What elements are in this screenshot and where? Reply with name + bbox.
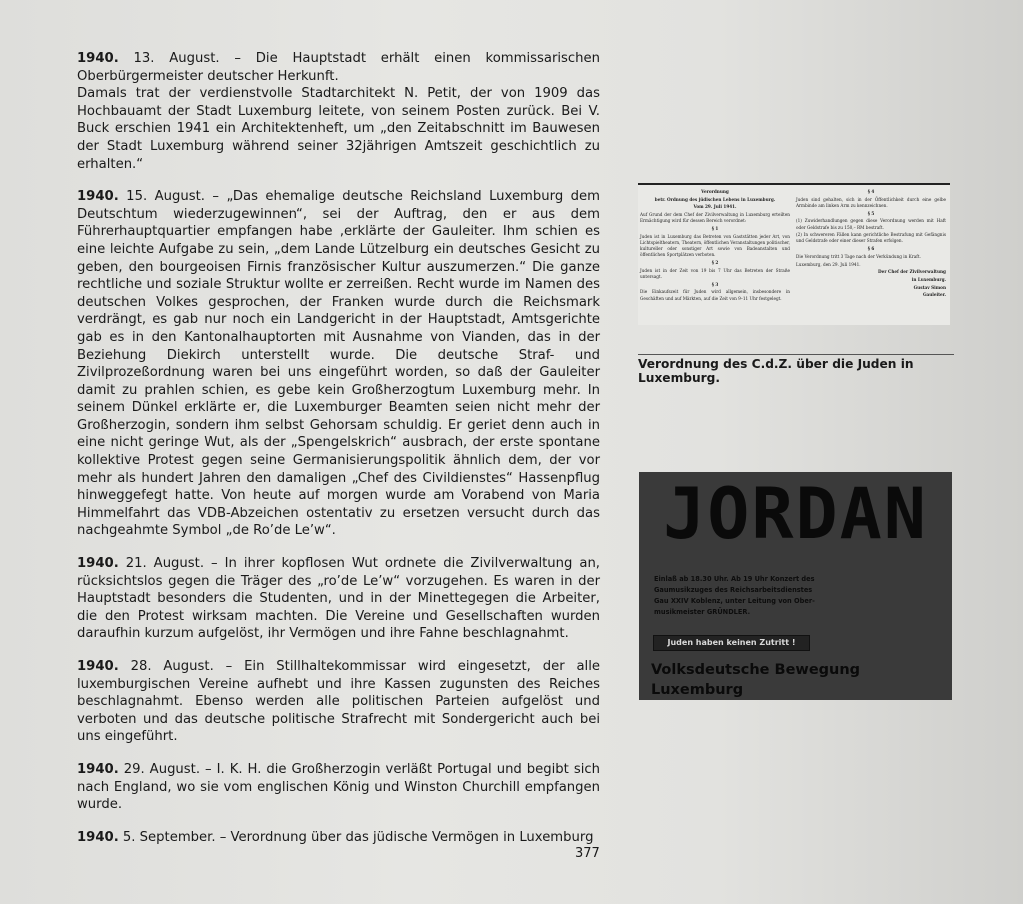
poster-line: Gau XXIV Koblenz, unter Leitung von Ober- xyxy=(654,597,815,605)
ordinance-section-mark: § 2 xyxy=(711,260,719,266)
entry-text: 29. August. – I. K. H. die Großherzogin verläßt Portugal und begibt sich nach England, wo sie vom englischen König und Winston Churchill empfangen wurde. xyxy=(77,761,600,813)
entry-year: 1940. xyxy=(77,761,119,777)
ordinance-left-column xyxy=(640,189,790,303)
poster-line: Gaumusikzuges des Reichsarbeitsdienstes xyxy=(654,586,813,594)
ordinance-subheading: betr. Ordnung des jüdischen Lebens in Luxemburg. xyxy=(654,196,776,202)
ordinance-intro: Auf Grund der dem Chef der Zivilverwaltung in Luxemburg erteilten Ermächtigung wird für dessen Bereich verordnet: xyxy=(640,212,790,224)
main-text-column xyxy=(77,50,600,861)
poster-title: JORDAN xyxy=(663,473,928,555)
entry-text: 5. September. – Verordnung über das jüdische Vermögen in Luxemburg xyxy=(118,829,594,845)
ordinance-paragraph: (1) Zuwiderhandlungen gegen diese Verordnung werden mit Haft oder Geldstrafe bis zu 150,– RM bestraft. xyxy=(796,218,946,230)
ordinance-section-mark: § 4 xyxy=(867,189,875,194)
entry-year: 1940. xyxy=(77,829,119,845)
ordinance-date-heading: Vom 29. Juli 1941. xyxy=(693,204,737,210)
entry-year: 1940. xyxy=(77,556,119,572)
entry-year: 1940. xyxy=(77,51,119,66)
entry-year: 1940. xyxy=(77,659,119,674)
chronicle-entry xyxy=(77,658,600,746)
ordinance-signature: Der Chef der Zivilverwaltung xyxy=(878,269,946,275)
poster-line: musikmeister GRÜNDLER. xyxy=(654,608,751,616)
ordinance-signature: in Luxemburg. xyxy=(911,276,946,282)
entry-text: 15. August. – „Das ehemalige deutsche Reichsland Luxemburg dem Deutschtum wiederzugewinnen“, sei der Auftrag, den er aus dem Führerhauptquartier empfangen habe ‚erklärte der Gauleiter. Ihm schien es eine leichte Aufgabe zu sein, „dem Lande Lützelburg ein deutsches Gesicht zu geben, den bourgeoisen Firnis französischer Kultur auszumerzen.“ Die ganze rechtliche und soziale Struktur wollte er zerreißen. Recht wurde im Namen des deutschen Volkes gesprochen, der Franken wurde durch die Reichsmark verdrängt, es gab nur noch ein Landgericht in der Hauptstadt, Amtsgerichte gab es in den Kantonalhauptorten mit Ausnahme von Vianden, das in der Beziehung Diekirch unterstellt wurde. Die deutsche Straf- und Zivilprozeßordnung waren bei uns eingeführt worden, so daß der Gauleiter damit zu prahlen schien, es gebe kein Großherzogtum Luxemburg mehr. In seinem Dünkel erklärte er, die Luxemburger Beamten seien nicht mehr der Großherzogin, sondern ihm selbst Gehorsam schuldig. Er geriet denn auch in eine nicht geringe Wut, als der „Spengelskrich“ ausbrach, der erste spontane kollektive Protest gegen seine Germanisierungspolitik ähnlich dem, der vor mehr als hundert Jahren den damaligen „Chef des Civildienstes“ Hassenpflug hinweggefegt hatte. Von heute auf morgen wurde am Vorabend von Maria Himmelfahrt das VDB-Abzeichen ostentativ zu ersetzen versucht durch das nachgeahmte Symbol „de Ro’de Le’w“. xyxy=(77,189,600,539)
poster-line: Einlaß ab 18.30 Uhr. Ab 19 Uhr Konzert des xyxy=(654,575,815,583)
ordinance-right-column xyxy=(796,189,946,300)
ordinance-section-mark: § 5 xyxy=(867,210,875,216)
chronicle-entry xyxy=(77,829,600,847)
entry-year: 1940. xyxy=(77,189,119,205)
poster-text xyxy=(654,574,939,618)
jordan-poster-image xyxy=(639,472,952,700)
ordinance-signature: Gauleiter. xyxy=(922,292,946,298)
page-number: 377 xyxy=(575,846,600,861)
entry-text: 28. August. – Ein Stillhaltekommissar wird eingesetzt, der alle luxemburgischen Vereine aufhebt und ihre Kassen zugunsten des Reiches beschlagnahmt. Ebenso werden alle politischen Parteien aufgelöst und verboten und das deutsche politische Strafrecht mit Sondergericht auch bei uns eingeführt. xyxy=(77,659,600,745)
ordinance-signature: Gustav Simon xyxy=(913,284,946,290)
ordinance-document-image xyxy=(638,183,950,325)
ordinance-paragraph: Die Einkaufszeit für Juden wird allgemein, insbesondere in Geschäften und auf Märkten, auf die Zeit von 9–11 Uhr festgelegt. xyxy=(640,289,790,301)
ordinance-paragraph: (2) In schwereren Fällen kann gerichtliche Bestrafung mit Gefängnis und Geldstrafe oder einer dieser Strafen erfolgen. xyxy=(796,232,946,244)
ordinance-section-mark: § 3 xyxy=(711,281,719,287)
ordinance-paragraph: Die Verordnung tritt 3 Tage nach der Verkündung in Kraft. xyxy=(796,253,921,259)
entry-text: 13. August. – Die Hauptstadt erhält einen kommissarischen Oberbürgermeister deutscher Herkunft. xyxy=(77,51,600,84)
chronicle-entry xyxy=(77,188,600,540)
poster-footer: Volksdeutsche Bewegung Luxemburg xyxy=(651,662,861,698)
entry-continuation: Damals trat der verdienstvolle Stadtarchitekt N. Petit, der von 1909 das Hochbauamt der Stadt Luxemburg leitete, von seinem Posten zurück. Bei V. Buck erschien 1941 ein Architektenheft, um „den Zeitabschnitt im Bauwesen der Stadt Luxemburg während seiner 32jährigen Amtszeit geschichtlich zu erhalten.“ xyxy=(77,86,600,172)
ordinance-section-mark: § 6 xyxy=(867,246,875,252)
ordinance-place-date: Luxemburg, den 29. Juli 1941. xyxy=(796,261,861,267)
ordinance-paragraph: Juden ist in Luxemburg das Betreten von Gaststätten jeder Art, von Lichtspieltheatern, Theatern, öffentlichen Veranstaltungen politischer, kultureller oder sonstiger Art sowie von Badeanstalten und öffentlichen Sportplätzen verboten. xyxy=(640,233,790,258)
ordinance-paragraph: Juden ist in der Zeit von 19 bis 7 Uhr das Betreten der Straße untersagt. xyxy=(640,267,790,279)
chronicle-entry xyxy=(77,761,600,814)
chronicle-entry xyxy=(77,555,600,643)
figure-caption: Verordnung des C.d.Z. über die Juden in Luxemburg. xyxy=(638,354,954,385)
ordinance-paragraph: Juden sind gehalten, sich in der Öffentlichkeit durch eine gelbe Armbinde am linken Arm zu kennzeichnen. xyxy=(796,196,946,208)
ordinance-section-mark: § 1 xyxy=(711,226,719,232)
poster-banner: Juden haben keinen Zutritt ! xyxy=(653,635,810,651)
entry-text: 21. August. – In ihrer kopflosen Wut ordnete die Zivilverwaltung an, rücksichtslos gegen die Träger des „ro’de Le’w“ vorzugehen. Es waren in der Hauptstadt besonders die Studenten, und in der Minettegegen die Arbeiter, die den Protest wirksam machten. Die Vereine und Gesellschaften wurden daraufhin kurzum aufgelöst, ihr Vermögen und ihre Fahne beschlagnahmt. xyxy=(77,556,600,642)
chronicle-entry xyxy=(77,50,600,173)
ordinance-heading: Verordnung xyxy=(701,189,729,194)
